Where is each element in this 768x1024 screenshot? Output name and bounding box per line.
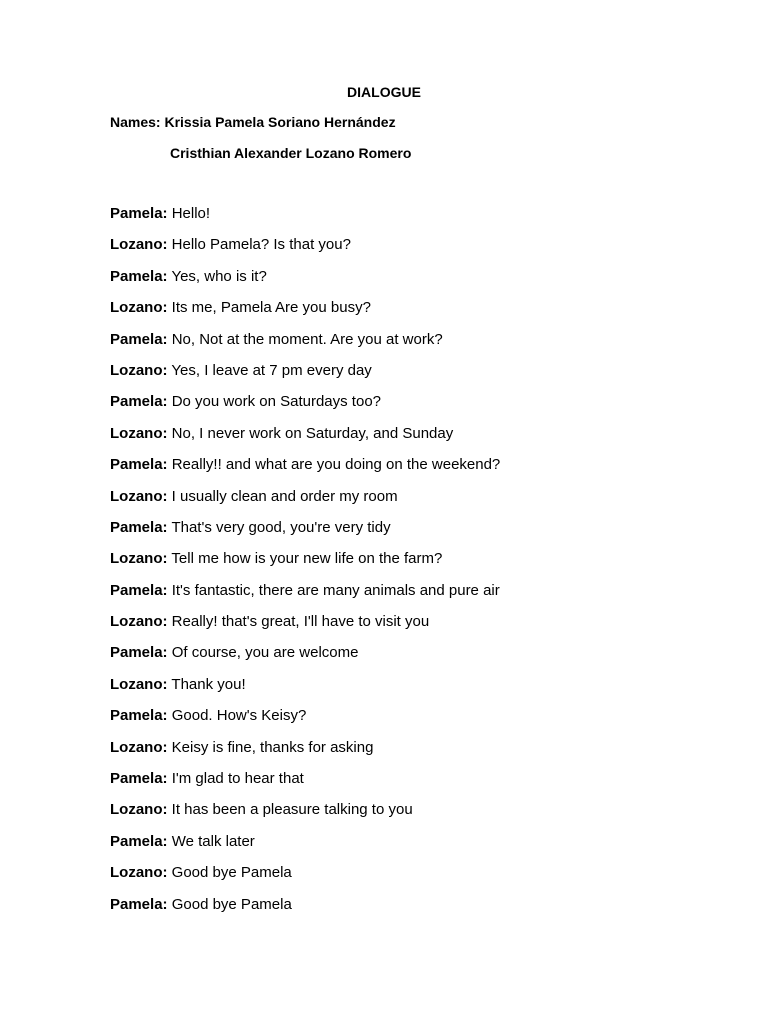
dialogue-line — [110, 393, 500, 424]
speaker-name: Lozano: — [110, 613, 168, 631]
dialogue-line — [110, 331, 500, 362]
dialogue-line — [110, 613, 500, 644]
speaker-name: Lozano: — [110, 424, 168, 442]
utterance-text: I usually clean and order my room — [171, 487, 398, 505]
names-line — [110, 114, 396, 131]
utterance-text: Tell me how is your new life on the farm? — [171, 550, 443, 568]
utterance-text: Its me, Pamela Are you busy? — [171, 299, 371, 317]
utterance-text: Hello! — [171, 205, 211, 222]
speaker-name: Lozano: — [110, 236, 168, 254]
utterance-text: Thank you! — [171, 675, 246, 693]
speaker-name: Pamela: — [110, 644, 168, 662]
dialogue-line — [110, 519, 500, 550]
speaker-name: Pamela: — [110, 518, 168, 536]
utterance-text: Really! that's great, I'll have to visit you — [171, 613, 430, 631]
names-label: Names: — [110, 114, 161, 130]
speaker-name: Pamela: — [110, 832, 168, 850]
speaker-name: Pamela: — [110, 707, 168, 725]
speaker-name: Pamela: — [110, 205, 168, 222]
speaker-name: Pamela: — [110, 330, 168, 348]
dialogue-list — [110, 205, 500, 927]
dialogue-line — [110, 833, 500, 864]
speaker-name: Lozano: — [110, 864, 168, 882]
author-name-2: Cristhian Alexander Lozano Romero — [170, 145, 412, 161]
utterance-text: Yes, who is it? — [171, 267, 267, 285]
utterance-text: Really!! and what are you doing on the weekend? — [171, 456, 501, 474]
speaker-name: Pamela: — [110, 267, 168, 285]
speaker-name: Lozano: — [110, 487, 168, 505]
dialogue-line — [110, 582, 500, 613]
utterance-text: Keisy is fine, thanks for asking — [171, 738, 374, 756]
dialogue-line — [110, 456, 500, 487]
dialogue-line — [110, 896, 500, 927]
dialogue-line — [110, 676, 500, 707]
speaker-name: Lozano: — [110, 299, 168, 317]
utterance-text: Good bye Pamela — [171, 895, 292, 913]
speaker-name: Pamela: — [110, 393, 168, 411]
speaker-name: Pamela: — [110, 581, 168, 599]
utterance-text: Good bye Pamela — [171, 864, 292, 882]
document-title: DIALOGUE — [347, 84, 421, 100]
speaker-name: Lozano: — [110, 361, 168, 379]
utterance-text: Good. How's Keisy? — [171, 707, 307, 725]
utterance-text: Yes, I leave at 7 pm every day — [171, 361, 372, 379]
names-line-2 — [170, 145, 411, 162]
speaker-name: Lozano: — [110, 801, 168, 819]
author-name-1: Krissia Pamela Soriano Hernández — [164, 114, 396, 130]
utterance-text: Of course, you are welcome — [171, 644, 359, 662]
utterance-text: That's very good, you're very tidy — [171, 518, 391, 536]
speaker-name: Lozano: — [110, 738, 168, 756]
utterance-text: I'm glad to hear that — [171, 770, 304, 788]
dialogue-line — [110, 707, 500, 738]
speaker-name: Lozano: — [110, 550, 168, 568]
dialogue-line — [110, 299, 500, 330]
utterance-text: No, I never work on Saturday, and Sunday — [171, 424, 454, 442]
dialogue-line — [110, 488, 500, 519]
utterance-text: Do you work on Saturdays too? — [171, 393, 382, 411]
utterance-text: It's fantastic, there are many animals and pure air — [171, 581, 500, 599]
speaker-name: Pamela: — [110, 456, 168, 474]
dialogue-line — [110, 550, 500, 581]
dialogue-line — [110, 770, 500, 801]
utterance-text: Hello Pamela? Is that you? — [171, 236, 351, 254]
dialogue-line — [110, 362, 500, 393]
dialogue-line — [110, 739, 500, 770]
dialogue-line — [110, 425, 500, 456]
dialogue-line — [110, 205, 500, 236]
dialogue-line — [110, 644, 500, 675]
dialogue-line — [110, 236, 500, 267]
speaker-name: Pamela: — [110, 895, 168, 913]
dialogue-line — [110, 801, 500, 832]
utterance-text: We talk later — [171, 832, 255, 850]
speaker-name: Lozano: — [110, 675, 168, 693]
dialogue-line — [110, 268, 500, 299]
utterance-text: It has been a pleasure talking to you — [171, 801, 413, 819]
speaker-name: Pamela: — [110, 770, 168, 788]
dialogue-line — [110, 864, 500, 895]
utterance-text: No, Not at the moment. Are you at work? — [171, 330, 443, 348]
